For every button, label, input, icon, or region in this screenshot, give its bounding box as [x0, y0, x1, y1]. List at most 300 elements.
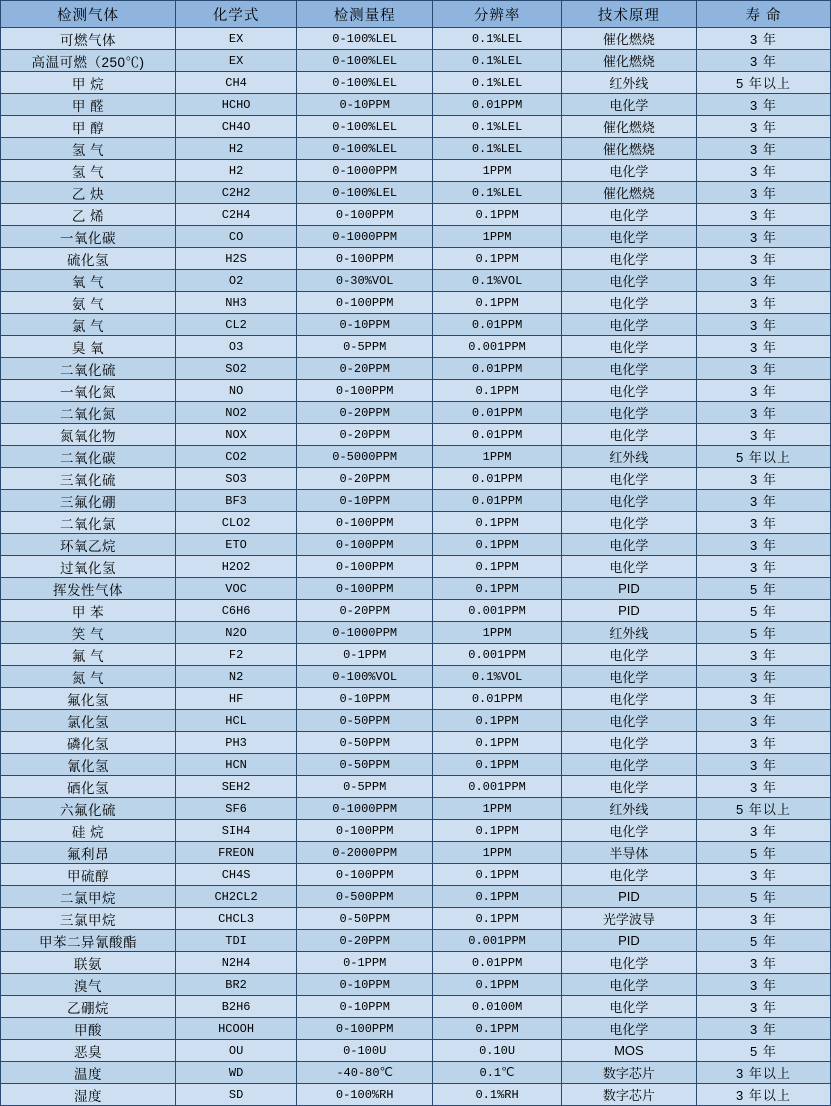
cell-lifetime: 3 年 — [696, 732, 830, 754]
cell-principle: 电化学 — [561, 644, 696, 666]
table-row — [1, 952, 831, 974]
cell-gas: 硒化氢 — [1, 776, 176, 798]
cell-formula: EX — [176, 28, 297, 50]
column-header-formula: 化学式 — [176, 1, 297, 28]
cell-resolution: 1PPM — [433, 160, 562, 182]
cell-gas: 氟利昂 — [1, 842, 176, 864]
cell-resolution: 0.1PPM — [433, 204, 562, 226]
cell-gas: 二氧化氯 — [1, 512, 176, 534]
cell-principle: 催化燃烧 — [561, 50, 696, 72]
cell-lifetime: 3 年 — [696, 28, 830, 50]
table-row — [1, 710, 831, 732]
cell-principle: 数字芯片 — [561, 1062, 696, 1084]
cell-lifetime: 3 年 — [696, 996, 830, 1018]
cell-resolution: 1PPM — [433, 446, 562, 468]
cell-principle: 催化燃烧 — [561, 138, 696, 160]
cell-resolution: 0.1PPM — [433, 380, 562, 402]
cell-formula: N2 — [176, 666, 297, 688]
cell-principle: 电化学 — [561, 512, 696, 534]
cell-lifetime: 3 年 — [696, 556, 830, 578]
cell-resolution: 0.01PPM — [433, 358, 562, 380]
cell-gas: 氨 气 — [1, 292, 176, 314]
cell-principle: 电化学 — [561, 314, 696, 336]
cell-formula: SO2 — [176, 358, 297, 380]
cell-lifetime: 3 年 — [696, 776, 830, 798]
cell-gas: 六氟化硫 — [1, 798, 176, 820]
cell-range: 0-50PPM — [297, 908, 433, 930]
cell-lifetime: 3 年 — [696, 666, 830, 688]
cell-principle: 电化学 — [561, 820, 696, 842]
cell-range: 0-100PPM — [297, 820, 433, 842]
table-row — [1, 380, 831, 402]
table-row — [1, 182, 831, 204]
table-row — [1, 292, 831, 314]
table-row — [1, 842, 831, 864]
cell-range: 0-100%LEL — [297, 138, 433, 160]
cell-range: 0-100%LEL — [297, 72, 433, 94]
cell-lifetime: 5 年 — [696, 600, 830, 622]
cell-lifetime: 3 年 — [696, 182, 830, 204]
table-row — [1, 1018, 831, 1040]
table-header — [1, 1, 831, 28]
cell-formula: C6H6 — [176, 600, 297, 622]
table-row — [1, 446, 831, 468]
cell-range: 0-1000PPM — [297, 798, 433, 820]
column-header-resolution: 分辨率 — [433, 1, 562, 28]
cell-lifetime: 3 年 — [696, 820, 830, 842]
cell-range: 0-20PPM — [297, 402, 433, 424]
cell-range: 0-100%LEL — [297, 28, 433, 50]
cell-resolution: 0.01PPM — [433, 688, 562, 710]
cell-formula: SIH4 — [176, 820, 297, 842]
cell-principle: 电化学 — [561, 402, 696, 424]
cell-lifetime: 3 年 — [696, 952, 830, 974]
cell-principle: 电化学 — [561, 864, 696, 886]
cell-formula: NO — [176, 380, 297, 402]
cell-resolution: 0.01PPM — [433, 94, 562, 116]
cell-principle: PID — [561, 930, 696, 952]
cell-formula: BF3 — [176, 490, 297, 512]
cell-lifetime: 3 年 — [696, 336, 830, 358]
cell-gas: 乙 炔 — [1, 182, 176, 204]
cell-formula: C2H2 — [176, 182, 297, 204]
cell-gas: 甲苯二异氰酸酯 — [1, 930, 176, 952]
cell-resolution: 0.1PPM — [433, 864, 562, 886]
cell-gas: 二氧化硫 — [1, 358, 176, 380]
table-row — [1, 336, 831, 358]
cell-range: 0-10PPM — [297, 996, 433, 1018]
cell-gas: 过氧化氢 — [1, 556, 176, 578]
cell-lifetime: 5 年 — [696, 578, 830, 600]
table-row — [1, 1084, 831, 1106]
cell-gas: 挥发性气体 — [1, 578, 176, 600]
cell-lifetime: 3 年 — [696, 644, 830, 666]
cell-resolution: 0.1PPM — [433, 820, 562, 842]
cell-resolution: 0.001PPM — [433, 336, 562, 358]
cell-gas: 笑 气 — [1, 622, 176, 644]
cell-formula: HCL — [176, 710, 297, 732]
cell-resolution: 0.10U — [433, 1040, 562, 1062]
cell-resolution: 0.001PPM — [433, 930, 562, 952]
cell-lifetime: 3 年 — [696, 314, 830, 336]
cell-resolution: 0.001PPM — [433, 776, 562, 798]
cell-lifetime: 3 年 — [696, 358, 830, 380]
cell-lifetime: 3 年 — [696, 1018, 830, 1040]
column-header-lifetime: 寿 命 — [696, 1, 830, 28]
cell-formula: SEH2 — [176, 776, 297, 798]
cell-range: 0-100%LEL — [297, 182, 433, 204]
cell-range: 0-20PPM — [297, 358, 433, 380]
cell-range: 0-2000PPM — [297, 842, 433, 864]
cell-resolution: 0.01PPM — [433, 424, 562, 446]
table-row — [1, 490, 831, 512]
cell-lifetime: 3 年 — [696, 116, 830, 138]
cell-resolution: 0.01PPM — [433, 468, 562, 490]
cell-resolution: 1PPM — [433, 798, 562, 820]
cell-principle: MOS — [561, 1040, 696, 1062]
cell-range: 0-50PPM — [297, 732, 433, 754]
cell-formula: H2S — [176, 248, 297, 270]
cell-lifetime: 3 年 — [696, 908, 830, 930]
cell-principle: 电化学 — [561, 556, 696, 578]
cell-range: 0-1000PPM — [297, 160, 433, 182]
cell-principle: 半导体 — [561, 842, 696, 864]
cell-formula: VOC — [176, 578, 297, 600]
cell-formula: OU — [176, 1040, 297, 1062]
cell-lifetime: 3 年 — [696, 710, 830, 732]
table-row — [1, 160, 831, 182]
cell-gas: 氮氧化物 — [1, 424, 176, 446]
cell-resolution: 0.1PPM — [433, 512, 562, 534]
cell-gas: 恶臭 — [1, 1040, 176, 1062]
cell-lifetime: 3 年 — [696, 974, 830, 996]
cell-resolution: 0.1PPM — [433, 732, 562, 754]
table-row — [1, 512, 831, 534]
cell-formula: CO2 — [176, 446, 297, 468]
table-row — [1, 358, 831, 380]
cell-formula: HCHO — [176, 94, 297, 116]
cell-resolution: 0.1PPM — [433, 1018, 562, 1040]
cell-resolution: 0.1PPM — [433, 908, 562, 930]
table-row — [1, 270, 831, 292]
table-row — [1, 578, 831, 600]
cell-formula: CH4S — [176, 864, 297, 886]
cell-principle: 电化学 — [561, 776, 696, 798]
cell-gas: 环氧乙烷 — [1, 534, 176, 556]
table-header-row — [1, 1, 831, 28]
cell-lifetime: 3 年 — [696, 380, 830, 402]
cell-range: 0-500PPM — [297, 886, 433, 908]
column-header-range: 检测量程 — [297, 1, 433, 28]
cell-resolution: 0.001PPM — [433, 600, 562, 622]
cell-resolution: 0.1%LEL — [433, 72, 562, 94]
cell-lifetime: 3 年 — [696, 754, 830, 776]
cell-lifetime: 3 年 — [696, 248, 830, 270]
table-row — [1, 930, 831, 952]
cell-formula: H2 — [176, 160, 297, 182]
cell-principle: 电化学 — [561, 248, 696, 270]
cell-principle: 电化学 — [561, 688, 696, 710]
cell-principle: 催化燃烧 — [561, 116, 696, 138]
cell-gas: 氰化氢 — [1, 754, 176, 776]
cell-range: 0-100PPM — [297, 380, 433, 402]
cell-lifetime: 3 年 — [696, 402, 830, 424]
table-row — [1, 534, 831, 556]
cell-formula: CHCL3 — [176, 908, 297, 930]
cell-gas: 湿度 — [1, 1084, 176, 1106]
cell-gas: 氧 气 — [1, 270, 176, 292]
cell-principle: 电化学 — [561, 226, 696, 248]
cell-lifetime: 3 年 — [696, 50, 830, 72]
cell-lifetime: 3 年 — [696, 424, 830, 446]
cell-gas: 氢 气 — [1, 160, 176, 182]
cell-lifetime: 5 年以上 — [696, 72, 830, 94]
cell-lifetime: 5 年以上 — [696, 446, 830, 468]
cell-principle: 红外线 — [561, 798, 696, 820]
cell-resolution: 0.1%LEL — [433, 28, 562, 50]
cell-lifetime: 3 年 — [696, 226, 830, 248]
cell-gas: 氯 气 — [1, 314, 176, 336]
cell-resolution: 1PPM — [433, 622, 562, 644]
table-row — [1, 798, 831, 820]
cell-principle: 红外线 — [561, 446, 696, 468]
cell-range: 0-5000PPM — [297, 446, 433, 468]
cell-gas: 温度 — [1, 1062, 176, 1084]
cell-lifetime: 3 年 — [696, 534, 830, 556]
cell-gas: 磷化氢 — [1, 732, 176, 754]
cell-principle: 红外线 — [561, 72, 696, 94]
cell-formula: CLO2 — [176, 512, 297, 534]
cell-formula: PH3 — [176, 732, 297, 754]
cell-range: 0-50PPM — [297, 754, 433, 776]
column-header-principle: 技术原理 — [561, 1, 696, 28]
cell-range: 0-20PPM — [297, 600, 433, 622]
cell-gas: 氟化氢 — [1, 688, 176, 710]
cell-gas: 甲 苯 — [1, 600, 176, 622]
cell-formula: O3 — [176, 336, 297, 358]
cell-lifetime: 3 年 — [696, 864, 830, 886]
cell-resolution: 0.1%LEL — [433, 50, 562, 72]
column-header-gas: 检测气体 — [1, 1, 176, 28]
cell-range: 0-10PPM — [297, 974, 433, 996]
cell-range: 0-20PPM — [297, 424, 433, 446]
cell-resolution: 0.01PPM — [433, 314, 562, 336]
cell-gas: 高温可燃（250℃) — [1, 50, 176, 72]
cell-principle: 电化学 — [561, 336, 696, 358]
cell-range: 0-100U — [297, 1040, 433, 1062]
cell-formula: SF6 — [176, 798, 297, 820]
cell-range: 0-100PPM — [297, 578, 433, 600]
table-row — [1, 314, 831, 336]
cell-principle: 电化学 — [561, 292, 696, 314]
cell-range: 0-20PPM — [297, 930, 433, 952]
cell-principle: 电化学 — [561, 666, 696, 688]
cell-gas: 甲 烷 — [1, 72, 176, 94]
cell-range: 0-100%LEL — [297, 116, 433, 138]
table-row — [1, 248, 831, 270]
cell-resolution: 0.1PPM — [433, 886, 562, 908]
cell-principle: 红外线 — [561, 622, 696, 644]
cell-lifetime: 3 年 — [696, 490, 830, 512]
cell-resolution: 0.1PPM — [433, 578, 562, 600]
cell-resolution: 0.1℃ — [433, 1062, 562, 1084]
cell-gas: 三氧化硫 — [1, 468, 176, 490]
cell-gas: 二氧化碳 — [1, 446, 176, 468]
table-row — [1, 468, 831, 490]
cell-lifetime: 5 年 — [696, 622, 830, 644]
table-row — [1, 622, 831, 644]
cell-lifetime: 3 年 — [696, 160, 830, 182]
cell-principle: PID — [561, 600, 696, 622]
cell-resolution: 0.1PPM — [433, 974, 562, 996]
table-row — [1, 996, 831, 1018]
cell-lifetime: 3 年 — [696, 270, 830, 292]
cell-lifetime: 3 年 — [696, 512, 830, 534]
cell-formula: CH4 — [176, 72, 297, 94]
cell-formula: EX — [176, 50, 297, 72]
cell-range: 0-10PPM — [297, 688, 433, 710]
cell-gas: 甲硫醇 — [1, 864, 176, 886]
cell-resolution: 0.1%LEL — [433, 116, 562, 138]
cell-gas: 氮 气 — [1, 666, 176, 688]
cell-formula: N2O — [176, 622, 297, 644]
cell-range: 0-5PPM — [297, 776, 433, 798]
cell-gas: 硫化氢 — [1, 248, 176, 270]
cell-range: 0-100%LEL — [297, 50, 433, 72]
table-row — [1, 28, 831, 50]
cell-gas: 联氨 — [1, 952, 176, 974]
table-row — [1, 1062, 831, 1084]
cell-lifetime: 3 年以上 — [696, 1062, 830, 1084]
cell-resolution: 0.1%VOL — [433, 270, 562, 292]
cell-principle: 电化学 — [561, 94, 696, 116]
cell-principle: 电化学 — [561, 952, 696, 974]
cell-resolution: 0.01PPM — [433, 490, 562, 512]
cell-resolution: 0.1%LEL — [433, 138, 562, 160]
cell-gas: 氯化氢 — [1, 710, 176, 732]
cell-principle: 光学波导 — [561, 908, 696, 930]
cell-range: 0-30%VOL — [297, 270, 433, 292]
cell-gas: 甲酸 — [1, 1018, 176, 1040]
cell-formula: F2 — [176, 644, 297, 666]
cell-formula: CH4O — [176, 116, 297, 138]
cell-lifetime: 3 年 — [696, 94, 830, 116]
table-row — [1, 908, 831, 930]
cell-principle: 电化学 — [561, 710, 696, 732]
cell-principle: 电化学 — [561, 424, 696, 446]
cell-range: 0-1PPM — [297, 952, 433, 974]
cell-principle: 电化学 — [561, 468, 696, 490]
cell-lifetime: 5 年以上 — [696, 798, 830, 820]
table-row — [1, 776, 831, 798]
table-row — [1, 666, 831, 688]
cell-range: 0-100PPM — [297, 248, 433, 270]
cell-formula: HCOOH — [176, 1018, 297, 1040]
cell-resolution: 0.1PPM — [433, 754, 562, 776]
cell-formula: NO2 — [176, 402, 297, 424]
cell-principle: 电化学 — [561, 490, 696, 512]
cell-resolution: 0.001PPM — [433, 644, 562, 666]
cell-principle: 数字芯片 — [561, 1084, 696, 1106]
cell-formula: NH3 — [176, 292, 297, 314]
cell-resolution: 0.1%VOL — [433, 666, 562, 688]
cell-formula: CH2CL2 — [176, 886, 297, 908]
cell-gas: 甲 醇 — [1, 116, 176, 138]
cell-lifetime: 5 年 — [696, 930, 830, 952]
cell-range: 0-1000PPM — [297, 622, 433, 644]
cell-lifetime: 3 年以上 — [696, 1084, 830, 1106]
table-row — [1, 94, 831, 116]
cell-gas: 臭 氧 — [1, 336, 176, 358]
cell-resolution: 0.1PPM — [433, 710, 562, 732]
cell-range: 0-10PPM — [297, 94, 433, 116]
cell-range: 0-20PPM — [297, 468, 433, 490]
cell-gas: 二氧化氮 — [1, 402, 176, 424]
cell-resolution: 1PPM — [433, 842, 562, 864]
cell-resolution: 0.01PPM — [433, 402, 562, 424]
cell-gas: 乙 烯 — [1, 204, 176, 226]
cell-lifetime: 5 年 — [696, 886, 830, 908]
cell-formula: WD — [176, 1062, 297, 1084]
cell-gas: 硅 烷 — [1, 820, 176, 842]
cell-principle: 催化燃烧 — [561, 28, 696, 50]
cell-resolution: 0.1PPM — [433, 556, 562, 578]
cell-formula: C2H4 — [176, 204, 297, 226]
cell-range: 0-1PPM — [297, 644, 433, 666]
cell-gas: 一氧化碳 — [1, 226, 176, 248]
cell-range: 0-100PPM — [297, 556, 433, 578]
table-body — [1, 28, 831, 1106]
cell-principle: 电化学 — [561, 732, 696, 754]
table-row — [1, 820, 831, 842]
cell-formula: CO — [176, 226, 297, 248]
cell-formula: N2H4 — [176, 952, 297, 974]
cell-principle: 电化学 — [561, 270, 696, 292]
cell-range: -40-80℃ — [297, 1062, 433, 1084]
cell-gas: 二氯甲烷 — [1, 886, 176, 908]
cell-range: 0-10PPM — [297, 490, 433, 512]
cell-formula: BR2 — [176, 974, 297, 996]
table-row — [1, 974, 831, 996]
cell-resolution: 0.1PPM — [433, 534, 562, 556]
cell-resolution: 0.1PPM — [433, 292, 562, 314]
table-row — [1, 886, 831, 908]
table-row — [1, 754, 831, 776]
cell-range: 0-100PPM — [297, 1018, 433, 1040]
cell-resolution: 0.0100M — [433, 996, 562, 1018]
cell-lifetime: 3 年 — [696, 138, 830, 160]
table-row — [1, 688, 831, 710]
cell-lifetime: 3 年 — [696, 688, 830, 710]
cell-formula: TDI — [176, 930, 297, 952]
cell-principle: 电化学 — [561, 1018, 696, 1040]
cell-principle: 电化学 — [561, 996, 696, 1018]
table-row — [1, 50, 831, 72]
cell-formula: O2 — [176, 270, 297, 292]
cell-principle: 电化学 — [561, 974, 696, 996]
cell-formula: SD — [176, 1084, 297, 1106]
cell-formula: H2O2 — [176, 556, 297, 578]
cell-lifetime: 3 年 — [696, 292, 830, 314]
cell-gas: 一氧化氮 — [1, 380, 176, 402]
cell-range: 0-100PPM — [297, 512, 433, 534]
table-row — [1, 644, 831, 666]
table-row — [1, 556, 831, 578]
cell-resolution: 0.01PPM — [433, 952, 562, 974]
cell-gas: 氢 气 — [1, 138, 176, 160]
cell-lifetime: 5 年 — [696, 1040, 830, 1062]
cell-gas: 三氯甲烷 — [1, 908, 176, 930]
